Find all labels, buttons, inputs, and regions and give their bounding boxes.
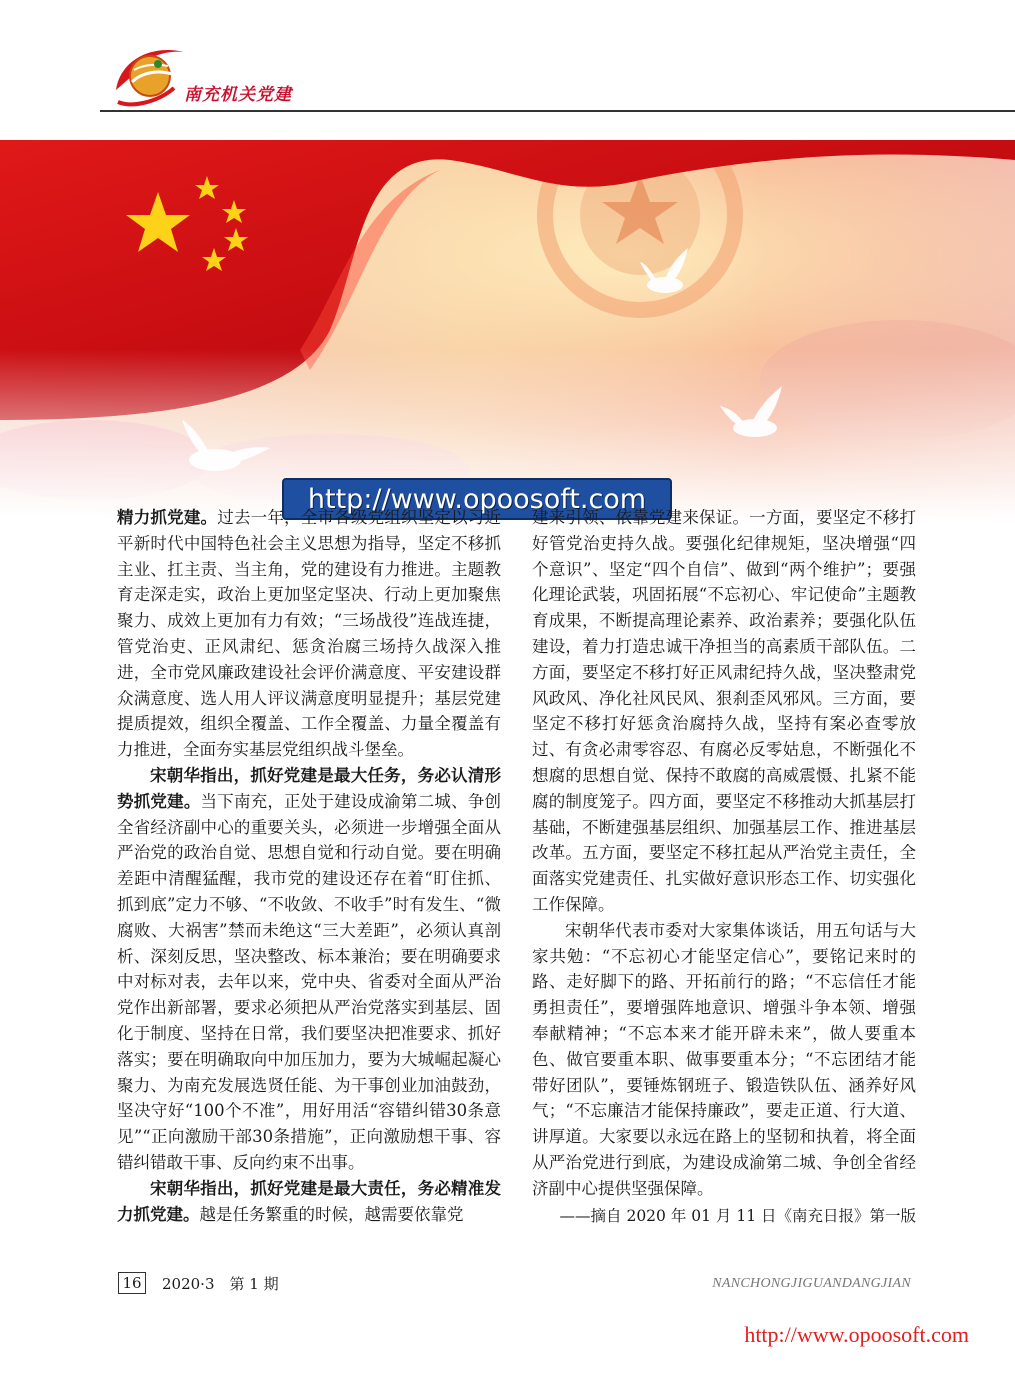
left-column [117, 505, 501, 1227]
paragraph-1-text: 过去一年，全市各级党组织坚定以习近平新时代中国特色社会主义思想为指导，坚定不移抓主业、扛主责、当主角，党的建设有力推进。主题教育走深走实，政治上更加坚定坚决、行动上更加聚焦聚力、成效上更加有力有效；“三场战役”连战连捷，管党治吏、正风肃纪、惩贪治腐三场持久战深入推进，全市党风廉政建设社会评价满意度、平安建设群众满意度、选人用人评议满意度明显提升；基层党建提质提效，组织全覆盖、工作全覆盖、力量全覆盖有力推进，全面夯实基层党组织战斗堡垒。 [117, 508, 502, 760]
paragraph-1-lead: 精力抓党建。 [117, 508, 218, 527]
footer-brand: NANCHONGJIGUANDANGJIAN [712, 1276, 911, 1291]
paragraph-2 [117, 763, 501, 1176]
watermark-text: http://www.opoosoft.com [307, 483, 647, 515]
paragraph-3-text: 越是任务繁重的时候，越需要依靠党 [199, 1204, 464, 1224]
paragraph-3-lead: 宋朝华指出，抓好党建是最大责任，务必精准发力抓党建。 [117, 1178, 501, 1224]
page-header [0, 0, 1015, 140]
banner-image [0, 140, 1015, 520]
banner-artwork [0, 140, 1015, 520]
right-column [532, 505, 916, 1229]
paragraph-5: 宋朝华代表市委对大家集体谈话，用五句话与大家共勉：“不忘初心才能坚定信心”，要铭记来时的路、走好脚下的路、开拓前行的路；“不忘信任才能勇担责任”，要增强阵地意识、增强斗争本领、增强奉献精神；“不忘本来才能开辟未来”，做人要重本色、做官要重本职、做事要重本分；“不忘团结才能带好团队”，要锤炼钢班子、锻造铁队伍、涵养好风气；“不忘廉洁才能保持廉政”，要走正道、行大道、讲厚道。大家要以永远在路上的坚韧和执着，将全面从严治党进行到底，为建设成渝第二城、争创全省经济副中心提供坚强保障。 [532, 920, 916, 1198]
magazine-title: 南充机关党建 [184, 85, 292, 105]
header-rule [100, 110, 1015, 112]
paragraph-2-lead: 宋朝华指出，抓好党建是最大任务，务必认清形势抓党建。 [117, 765, 501, 811]
paragraph-4: 建来引领、依靠党建来保证。一方面，要坚定不移打好管党治吏持久战。要强化纪律规矩，坚决增强“四个意识”、坚定“四个自信”、做到“两个维护”；要强化理论武装，巩固拓展“不忘初心、牢记使命”主题教育成果，不断提高理论素养、政治素养；要强化队伍建设，着力打造忠诚干净担当的高素质干部队伍。二方面，要坚定不移打好正风肃纪持久战，坚决整肃党风政风、净化社风民风、狠刹歪风邪风。三方面，要坚定不移打好惩贪治腐持久战，坚持有案必查零放过、有贪必肃零容忍、有腐必反零姑息，不断强化不想腐的思想自觉、保持不敢腐的高威震慑、扎紧不能腐的制度笼子。四方面，要坚定不移推动大抓基层打基础，不断建强基层组织、加强基层工作、推进基层改革。五方面，要坚定不移扛起从严治党主责任，全面落实党建责任、扎实做好意识形态工作、切实强化工作保障。 [532, 508, 916, 914]
paragraph-1 [117, 505, 501, 763]
page-footer [0, 1270, 1015, 1310]
site-watermark: http://www.opoosoft.com [744, 1322, 969, 1347]
source-note: ——摘自 2020 年 01 月 11 日《南充日报》第一版 [559, 1206, 916, 1225]
magazine-logo-icon [112, 42, 192, 112]
page-number: 16 [118, 1272, 146, 1294]
issue-label: 2020·3 第 1 期 [162, 1275, 279, 1293]
paragraph-2-text: 当下南充，正处于建设成渝第二城、争创全省经济副中心的重要关头，必须进一步增强全面从严治党的政治自觉、思想自觉和行动自觉。要在明确差距中清醒猛醒，我市党的建设还存在着“盯住抓、抓到底”定力不够、“不收敛、不收手”时有发生、“微腐败、大祸害”禁而未绝这“三大差距”，必须认真剖析、深刻反思，坚决整改、标本兼治；要在明确要求中对标对表，去年以来，党中央、省委对全面从严治党作出新部署，要求必须把从严治党落实到基层、固化于制度、坚持在日常，我们要坚决把准要求、抓好落实；要在明确取向中加压加力，要为大城崛起凝心聚力、为南充发展选贤任能、为干事创业加油鼓劲，坚决守好“100个不准”，用好用活“容错纠错30条意见”“正向激励干部30条措施”，正向激励想干事、容错纠错敢干事、反向约束不出事。 [117, 791, 502, 1172]
paragraph-3 [117, 1176, 501, 1228]
